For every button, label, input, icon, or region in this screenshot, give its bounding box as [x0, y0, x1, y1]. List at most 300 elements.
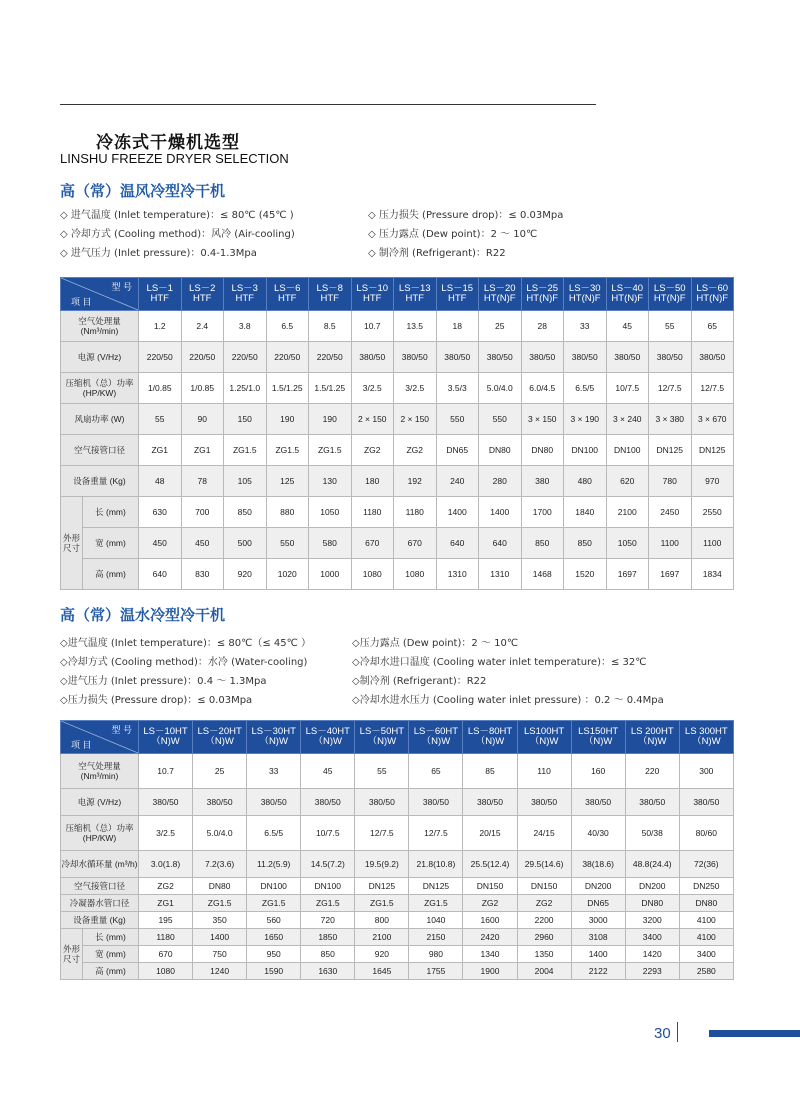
model-header-cell — [394, 278, 437, 311]
table-cell: 380/50 — [301, 789, 355, 816]
table-cell: 3.8 — [224, 311, 267, 342]
model-name: LS－2 — [189, 283, 216, 294]
table-cell: 580 — [309, 528, 352, 559]
table-row — [61, 373, 734, 404]
water-cooled-spec-table — [60, 720, 734, 980]
table-cell: DN80 — [625, 895, 679, 912]
model-suffix: （N)W — [637, 736, 667, 747]
table-cell: 1697 — [649, 559, 692, 590]
table-cell: 2100 — [606, 497, 649, 528]
model-name: LS－8 — [316, 283, 343, 294]
table-cell: 850 — [301, 946, 355, 963]
table-cell: 10/7.5 — [301, 816, 355, 851]
model-header-cell — [463, 721, 517, 754]
table-cell: 6.0/4.5 — [521, 373, 564, 404]
model-name: LS－25 — [526, 283, 559, 294]
table-cell: 72(36) — [679, 851, 733, 878]
row-label: 空气接管口径 — [61, 435, 139, 466]
table-cell: 3/2.5 — [351, 373, 394, 404]
table-cell: 1520 — [564, 559, 607, 590]
model-name: LS－60 — [696, 283, 729, 294]
row-label: 高 (mm) — [83, 559, 139, 590]
table-cell: 1650 — [247, 929, 301, 946]
table-cell: 3 × 150 — [521, 404, 564, 435]
row-label: 冷却水循环量 (m³/h) — [61, 851, 139, 878]
model-name: LS－50HT — [359, 726, 405, 737]
model-name: LS－15 — [441, 283, 474, 294]
table-cell: 640 — [436, 528, 479, 559]
table-cell: 2200 — [517, 912, 571, 929]
table-cell: 1/0.85 — [139, 373, 182, 404]
table-cell: 29.5(14.6) — [517, 851, 571, 878]
table-cell: 3400 — [625, 929, 679, 946]
table-cell: 195 — [139, 912, 193, 929]
table-cell: 380/50 — [571, 789, 625, 816]
model-suffix: （N)W — [529, 736, 559, 747]
table-cell: 125 — [266, 466, 309, 497]
model-name: LS－13 — [398, 283, 431, 294]
table-cell: DN125 — [649, 435, 692, 466]
table-cell: 2.4 — [181, 311, 224, 342]
table-cell: 1310 — [436, 559, 479, 590]
table-cell: 5.0/4.0 — [479, 373, 522, 404]
table-cell: 50/38 — [625, 816, 679, 851]
table-row — [61, 404, 734, 435]
table-cell: DN65 — [571, 895, 625, 912]
table-cell: 1840 — [564, 497, 607, 528]
table-row — [61, 311, 734, 342]
row-label: 高 (mm) — [83, 963, 139, 980]
table-cell: 2004 — [517, 963, 571, 980]
table-header-row — [61, 278, 734, 311]
table-cell: 380/50 — [247, 789, 301, 816]
table-cell: 630 — [139, 497, 182, 528]
table-cell: 130 — [309, 466, 352, 497]
model-suffix: （N)W — [205, 736, 234, 747]
table-cell: 1180 — [394, 497, 437, 528]
table-cell: 850 — [521, 528, 564, 559]
table-cell: 380/50 — [409, 789, 463, 816]
table-row — [61, 946, 734, 963]
table-cell: 55 — [139, 404, 182, 435]
table-cell: ZG1.5 — [224, 435, 267, 466]
table-cell: ZG1.5 — [247, 895, 301, 912]
table-cell: 48.8(24.4) — [625, 851, 679, 878]
page-footer-bar — [709, 1030, 800, 1037]
dimensions-group-label: 外形尺寸 — [61, 929, 83, 980]
table-cell: 220 — [625, 754, 679, 789]
model-name: LS－30 — [568, 283, 601, 294]
table-cell: 1310 — [479, 559, 522, 590]
corner-model-label: 型 号 — [111, 725, 132, 735]
model-name: LS－80HT — [467, 726, 513, 737]
page-title-cn: 冷冻式干燥机选型 — [96, 133, 240, 153]
page-number-divider — [677, 1022, 678, 1042]
table-cell: 720 — [301, 912, 355, 929]
table-cell: 380/50 — [394, 342, 437, 373]
model-name: LS－20 — [483, 283, 516, 294]
table-cell: ZG2 — [139, 878, 193, 895]
table-cell: 1590 — [247, 963, 301, 980]
table-cell: DN80 — [679, 895, 733, 912]
model-header-cell — [139, 721, 193, 754]
table-cell: 10/7.5 — [606, 373, 649, 404]
table-cell: 380/50 — [193, 789, 247, 816]
table-cell: ZG1.5 — [193, 895, 247, 912]
table-cell: 2550 — [691, 497, 734, 528]
table-cell: 10.7 — [351, 311, 394, 342]
table-cell: ZG1 — [181, 435, 224, 466]
table-cell: 300 — [679, 754, 733, 789]
corner-model-label: 型 号 — [111, 282, 132, 292]
table-cell: 78 — [181, 466, 224, 497]
table-cell: DN80 — [479, 435, 522, 466]
model-suffix: HT(N)F — [653, 293, 686, 304]
model-name: LS－1 — [146, 283, 173, 294]
table-cell: 750 — [193, 946, 247, 963]
table-cell: 4100 — [679, 912, 733, 929]
air-spec-inlet-pressure: ◇ 进气压力 (Inlet pressure)：0.4-1.3Mpa — [60, 248, 257, 259]
table-cell: 3108 — [571, 929, 625, 946]
table-cell: ZG2 — [351, 435, 394, 466]
table-cell: 6.5 — [266, 311, 309, 342]
table-cell: 85 — [463, 754, 517, 789]
table-header-row — [61, 721, 734, 754]
table-cell: 380/50 — [139, 789, 193, 816]
table-cell: DN100 — [606, 435, 649, 466]
table-cell: 220/50 — [309, 342, 352, 373]
table-row — [61, 912, 734, 929]
table-cell: 380/50 — [521, 342, 564, 373]
table-cell: 1900 — [463, 963, 517, 980]
row-label: 设备重量 (Kg) — [61, 466, 139, 497]
table-cell: 1100 — [649, 528, 692, 559]
table-cell: DN150 — [463, 878, 517, 895]
table-cell: 380/50 — [649, 342, 692, 373]
model-header-cell — [649, 278, 692, 311]
table-cell: 1/0.85 — [181, 373, 224, 404]
model-name: LS－20HT — [197, 726, 242, 737]
table-row — [61, 789, 734, 816]
model-header-cell — [517, 721, 571, 754]
table-cell: 980 — [409, 946, 463, 963]
air-spec-cooling-method: ◇ 冷却方式 (Cooling method)：风冷 (Air-cooling) — [60, 229, 295, 240]
corner-item-label: 项 目 — [71, 297, 92, 307]
model-header-cell — [679, 721, 733, 754]
table-cell: 380/50 — [625, 789, 679, 816]
table-cell: 550 — [266, 528, 309, 559]
table-cell: 480 — [564, 466, 607, 497]
table-corner-cell — [61, 721, 139, 754]
model-header-cell — [139, 278, 182, 311]
table-cell: 1080 — [394, 559, 437, 590]
table-cell: 14.5(7.2) — [301, 851, 355, 878]
table-cell: 190 — [266, 404, 309, 435]
row-label: 风扇功率 (W) — [61, 404, 139, 435]
table-cell: 25 — [193, 754, 247, 789]
model-header-cell — [351, 278, 394, 311]
model-suffix: HT(N)F — [611, 293, 644, 304]
row-label: 空气处理量 (Nm³/min) — [61, 311, 139, 342]
model-suffix: （N)W — [313, 736, 343, 747]
air-spec-refrigerant: ◇ 制冷剂 (Refrigerant)：R22 — [368, 248, 506, 259]
table-cell: 380/50 — [463, 789, 517, 816]
model-suffix: HT(N)F — [526, 293, 559, 304]
table-cell: ZG1 — [139, 435, 182, 466]
table-cell: 640 — [479, 528, 522, 559]
model-suffix: HT(N)F — [483, 293, 516, 304]
table-cell: 90 — [181, 404, 224, 435]
table-cell: DN65 — [436, 435, 479, 466]
table-cell: 33 — [247, 754, 301, 789]
table-cell: 3 × 190 — [564, 404, 607, 435]
table-row — [61, 878, 734, 895]
table-cell: 1600 — [463, 912, 517, 929]
table-cell: 11.2(5.9) — [247, 851, 301, 878]
table-cell: 2293 — [625, 963, 679, 980]
model-suffix: HTF — [363, 293, 382, 304]
model-suffix: （N)W — [583, 736, 613, 747]
table-cell: 12/7.5 — [355, 816, 409, 851]
model-header-cell — [224, 278, 267, 311]
table-cell: 880 — [266, 497, 309, 528]
model-header-cell — [309, 278, 352, 311]
table-cell: 1050 — [606, 528, 649, 559]
table-cell: 3 × 380 — [649, 404, 692, 435]
table-cell: ZG1 — [139, 895, 193, 912]
table-cell: 1180 — [351, 497, 394, 528]
table-cell: 5.0/4.0 — [193, 816, 247, 851]
table-cell: 105 — [224, 466, 267, 497]
table-cell: 20/15 — [463, 816, 517, 851]
model-header-cell — [625, 721, 679, 754]
table-cell: 2580 — [679, 963, 733, 980]
table-cell: 150 — [224, 404, 267, 435]
table-cell: DN125 — [355, 878, 409, 895]
table-cell: 24/15 — [517, 816, 571, 851]
table-cell: 33 — [564, 311, 607, 342]
table-cell: 640 — [139, 559, 182, 590]
table-cell: 380/50 — [691, 342, 734, 373]
table-cell: 1180 — [139, 929, 193, 946]
table-cell: 1100 — [691, 528, 734, 559]
table-cell: ZG1.5 — [409, 895, 463, 912]
model-suffix: HTF — [193, 293, 212, 304]
table-cell: 10.7 — [139, 754, 193, 789]
model-suffix: HTF — [150, 293, 169, 304]
table-cell: 920 — [224, 559, 267, 590]
table-cell: DN80 — [521, 435, 564, 466]
table-cell: DN200 — [625, 878, 679, 895]
model-header-cell — [355, 721, 409, 754]
air-cooled-spec-table — [60, 277, 734, 590]
table-cell: 950 — [247, 946, 301, 963]
row-label: 空气处理量 (Nm³/min) — [61, 754, 139, 789]
model-header-cell — [301, 721, 355, 754]
table-cell: ZG1.5 — [301, 895, 355, 912]
model-suffix: HTF — [448, 293, 467, 304]
row-label: 压缩机（总）功率 (HP/KW) — [61, 373, 139, 404]
table-cell: 19.5(9.2) — [355, 851, 409, 878]
table-cell: DN250 — [679, 878, 733, 895]
corner-item-label: 项 目 — [71, 740, 92, 750]
table-cell: 28 — [521, 311, 564, 342]
table-cell: 1.5/1.25 — [266, 373, 309, 404]
table-cell: 2150 — [409, 929, 463, 946]
table-row — [61, 929, 734, 946]
model-header-cell — [521, 278, 564, 311]
table-cell: 1340 — [463, 946, 517, 963]
table-cell: 80/60 — [679, 816, 733, 851]
table-cell: 240 — [436, 466, 479, 497]
air-spec-dew-point: ◇ 压力露点 (Dew point)：2 ～ 10℃ — [368, 229, 538, 240]
table-cell: 3400 — [679, 946, 733, 963]
table-cell: 45 — [606, 311, 649, 342]
model-header-cell — [181, 278, 224, 311]
table-cell: 1350 — [517, 946, 571, 963]
row-label: 冷凝器水管口径 — [61, 895, 139, 912]
table-row — [61, 754, 734, 789]
table-cell: 1700 — [521, 497, 564, 528]
model-suffix: （N)W — [421, 736, 451, 747]
table-cell: 560 — [247, 912, 301, 929]
model-header-cell — [564, 278, 607, 311]
water-spec-inlet-temperature: ◇进气温度 (Inlet temperature)：≤ 80℃（≤ 45℃ ） — [60, 638, 312, 649]
table-cell: 18 — [436, 311, 479, 342]
model-header-cell — [691, 278, 734, 311]
table-cell: DN150 — [517, 878, 571, 895]
table-cell: 380/50 — [351, 342, 394, 373]
row-label: 长 (mm) — [83, 929, 139, 946]
table-cell: 190 — [309, 404, 352, 435]
table-cell: ZG1.5 — [309, 435, 352, 466]
table-cell: 220/50 — [224, 342, 267, 373]
table-cell: 800 — [355, 912, 409, 929]
table-cell: 1.25/1.0 — [224, 373, 267, 404]
table-row — [61, 497, 734, 528]
table-cell: 3200 — [625, 912, 679, 929]
model-name: LS－6 — [274, 283, 301, 294]
table-cell: 6.5/5 — [564, 373, 607, 404]
table-cell: 3.5/3 — [436, 373, 479, 404]
table-cell: 670 — [394, 528, 437, 559]
table-cell: 45 — [301, 754, 355, 789]
table-cell: 40/30 — [571, 816, 625, 851]
table-cell: 2420 — [463, 929, 517, 946]
model-name: LS 200HT — [630, 726, 674, 737]
table-cell: 7.2(3.6) — [193, 851, 247, 878]
model-name: LS－40 — [611, 283, 644, 294]
table-cell: ZG2 — [463, 895, 517, 912]
table-cell: 2 × 150 — [351, 404, 394, 435]
water-section-title: 高（常）温水冷型冷干机 — [60, 606, 226, 624]
model-suffix: （N)W — [367, 736, 397, 747]
model-header-cell — [409, 721, 463, 754]
table-corner-cell — [61, 278, 139, 311]
table-cell: 55 — [649, 311, 692, 342]
table-cell: 12/7.5 — [691, 373, 734, 404]
table-cell: 1850 — [301, 929, 355, 946]
table-cell: 180 — [351, 466, 394, 497]
table-cell: 850 — [224, 497, 267, 528]
table-cell: 1080 — [139, 963, 193, 980]
water-spec-refrigerant: ◇制冷剂 (Refrigerant)：R22 — [352, 676, 487, 687]
table-cell: 450 — [139, 528, 182, 559]
table-row — [61, 816, 734, 851]
table-cell: 1020 — [266, 559, 309, 590]
table-cell: 970 — [691, 466, 734, 497]
table-cell: 1080 — [351, 559, 394, 590]
table-cell: 850 — [564, 528, 607, 559]
model-name: LS－60HT — [413, 726, 459, 737]
table-cell: 21.8(10.8) — [409, 851, 463, 878]
model-name: LS150HT — [578, 726, 619, 737]
model-header-cell — [193, 721, 247, 754]
table-cell: ZG1.5 — [355, 895, 409, 912]
water-spec-cooling-method: ◇冷却方式 (Cooling method)：水冷 (Water-cooling) — [60, 657, 308, 668]
table-cell: 192 — [394, 466, 437, 497]
table-row — [61, 528, 734, 559]
model-header-cell — [266, 278, 309, 311]
table-cell: 3/2.5 — [139, 816, 193, 851]
model-suffix: HT(N)F — [696, 293, 729, 304]
model-name: LS 300HT — [684, 726, 728, 737]
header-rule — [60, 104, 596, 105]
table-cell: 3 × 670 — [691, 404, 734, 435]
table-cell: 700 — [181, 497, 224, 528]
row-label: 设备重量 (Kg) — [61, 912, 139, 929]
air-section-title: 高（常）温风冷型冷干机 — [60, 182, 226, 200]
table-cell: 3000 — [571, 912, 625, 929]
table-cell: 2450 — [649, 497, 692, 528]
table-cell: 380/50 — [436, 342, 479, 373]
table-row — [61, 851, 734, 878]
table-cell: 1400 — [193, 929, 247, 946]
dimensions-group-label: 外形尺寸 — [61, 497, 83, 590]
model-name: LS－40HT — [305, 726, 350, 737]
table-cell: 48 — [139, 466, 182, 497]
table-cell: 55 — [355, 754, 409, 789]
table-cell: 3 × 240 — [606, 404, 649, 435]
model-header-cell — [606, 278, 649, 311]
table-cell: 1400 — [571, 946, 625, 963]
model-suffix: HTF — [235, 293, 254, 304]
table-cell: 220/50 — [181, 342, 224, 373]
table-cell: 3.0(1.8) — [139, 851, 193, 878]
table-cell: 1040 — [409, 912, 463, 929]
table-cell: 2100 — [355, 929, 409, 946]
row-label: 压缩机（总）功率 (HP/KW) — [61, 816, 139, 851]
water-specs-left — [60, 634, 311, 710]
table-row — [61, 559, 734, 590]
table-cell: 8.5 — [309, 311, 352, 342]
model-name: LS－10 — [356, 283, 389, 294]
air-specs-right — [368, 206, 563, 263]
model-name: LS－30HT — [251, 726, 296, 737]
table-cell: DN80 — [193, 878, 247, 895]
table-cell: 1050 — [309, 497, 352, 528]
table-cell: 280 — [479, 466, 522, 497]
table-cell: 1000 — [309, 559, 352, 590]
model-header-cell — [247, 721, 301, 754]
table-cell: 1.5/1.25 — [309, 373, 352, 404]
page-number: 30 — [654, 1025, 671, 1042]
table-cell: 12/7.5 — [649, 373, 692, 404]
table-cell: 2 × 150 — [394, 404, 437, 435]
table-cell: 670 — [139, 946, 193, 963]
row-label: 宽 (mm) — [83, 528, 139, 559]
row-label: 电源 (V/Hz) — [61, 342, 139, 373]
